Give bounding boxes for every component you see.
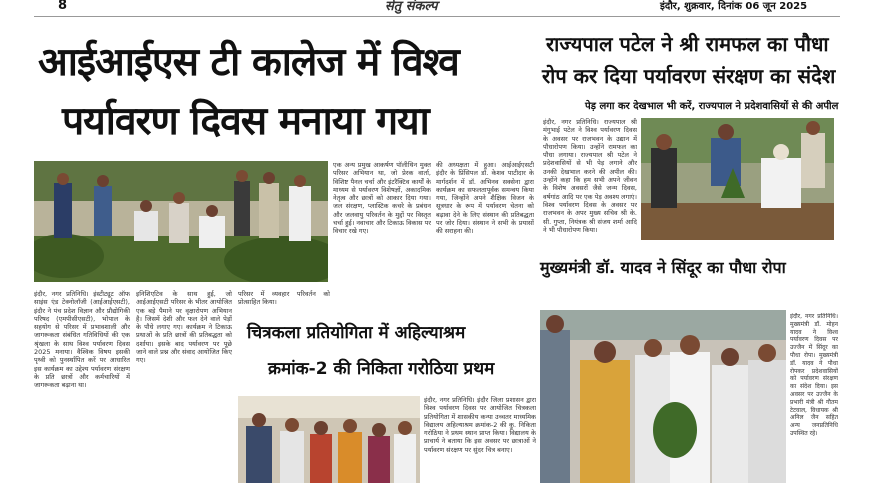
lead-column-3: परिसर में व्यवहार परिवर्तन को प्रोत्साहित किया। (238, 290, 330, 307)
lead-column-4: एक अन्य प्रमुख आकर्षण पॉलीथिन मुक्त परिसर अभियान था, जो प्रेरक वार्ता, विशिष्ट पैनल चर्चा और इंटरैक्टिव कार्यों के माध्यम से पर्यावरण विशेषज्ञों, अकादमिक नेतृत्व और छात्रों को आकार दिया गया। जल संरक्षण, प्लास्टिक कचरे के प्रबंधन और जलवायु परिवर्तन के मुद्दों पर विस्तृत चर्चा हुई। नवाचार और टिकाऊ विकास पर विचार रखे गए। (333, 161, 431, 236)
art-photo (238, 396, 420, 483)
art-column-1: इंदौर, नगर प्रतिनिधि। इंदौर जिला प्रशासन द्वारा विश्व पर्यावरण दिवस पर आयोजित चित्रकला प्रतियोगिता में शासकीय कन्या उच्चतर माध्यमिक विद्यालय अहिल्याश्रम क्रमांक-2 की कु. निकिता गरोठिया ने प्रथम स्थान प्राप्त किया। विद्यालय के प्राचार्य ने बताया कि इस अवसर पर छात्राओं ने पर्यावरण संरक्षण पर सुंदर चित्र बनाए। (424, 396, 536, 454)
governor-photo-image (641, 118, 834, 240)
lead-headline-line2: पर्यावरण दिवस मनाया गया (62, 99, 429, 144)
cm-headline: मुख्यमंत्री डॉ. यादव ने सिंदूर का पौधा रोपा (540, 258, 786, 277)
art-photo-image (238, 396, 420, 483)
page-number: 8 (58, 0, 68, 13)
governor-headline-line1: राज्यपाल पटेल ने श्री रामफल का पौधा (546, 32, 829, 56)
lead-column-2: इनिशिएटिव के साथ हुई, जो आईआईएसटी परिसर के भीतर आयोजित एक बड़े पैमाने पर वृक्षारोपण अभियान है। जिसमें देशी और फल देने वाले पेड़ों के पौधे लगाए गए। कार्यक्रम ने टिकाऊ प्रथाओं के प्रति छात्रों की प्रतिबद्धता को दर्शाया। इसके बाद पर्यावरण पर पूछे जाने वाले प्रश्न और संवाद आयोजित किए गए। (136, 290, 232, 365)
lead-column-5: की अध्यक्षता में हुआ। आईआईएसटी इंदौर के प्रिंसिपल डॉ. केशव पाटीदार के मार्गदर्शन में डॉ. अभिनव सक्सेना द्वारा कार्यक्रम का सफलतापूर्वक समन्वय किया गया, जिन्होंने अपने शैक्षिक विजन के सूत्रधार के रूप में पर्यावरण चेतना को बढ़ावा देने के लिए संस्थान की प्रतिबद्धता पर जोर दिया। संस्थान ने सभी के प्रयासों की सराहना की। (436, 161, 534, 236)
lead-photo-image (34, 161, 328, 282)
lead-photo (34, 161, 328, 282)
art-headline-line2: क्रमांक-2 की निकिता गरोठिया प्रथम (268, 359, 495, 379)
lead-column-1: इंदौर, नगर प्रतिनिधि। इंस्टीट्यूट ऑफ साइंस एंड टेक्नोलॉजी (आईआईएसटी), इंदौर ने पंच प्रदेश विज्ञान और प्रौद्योगिकी परिषद (एमपीसीएसटी), भोपाल के सहयोग से परिसर में प्रभावशाली और जागरूकता संबंधित गतिविधियों की एक श्रृंखला के साथ विश्व पर्यावरण दिवस 2025 मनाया। वैश्विक विषय इसकी पृथ्वी को पुनर्स्थापित करें पर आधारित इस कार्यक्रम का उद्देश्य पर्यावरण संरक्षण के प्रति छात्रों और कर्मचारियों में जागरूकता बढ़ाना था। (34, 290, 130, 390)
governor-headline-line2: रोप कर दिया पर्यावरण संरक्षण का संदेश (542, 64, 836, 88)
governor-photo (641, 118, 834, 240)
governor-column-1: इंदौर, नगर प्रतिनिधि। राज्यपाल श्री मंगुभाई पटेल ने विश्व पर्यावरण दिवस के अवसर पर राजभवन के उद्यान में पौधारोपण किया। उन्होंने रामफल का पौधा लगाया। राज्यपाल श्री पटेल ने प्रदेशवासियों से भी पेड़ लगाने और उनकी देखभाल करने की अपील की। उन्होंने कहा कि हम सभी अपने जीवन के विशेष अवसरों जैसे जन्म दिवस, वर्षगांठ आदि पर एक पेड़ अवश्य लगाएं। विश्व पर्यावरण दिवस के अवसर पर राजभवन के अपर मुख्य सचिव श्री के. सी. गुप्ता, नियंत्रक श्री संजय शर्मा आदि ने भी पौधारोपण किया। (543, 118, 637, 234)
cm-column-1: इंदौर, नगर प्रतिनिधि। मुख्यमंत्री डॉ. मोहन यादव ने विश्व पर्यावरण दिवस पर उज्जैन में सिंदूर का पौधा रोपा। मुख्यमंत्री डॉ. यादव ने पौधा रोपकर प्रदेशवासियों को पर्यावरण संरक्षण का संदेश दिया। इस अवसर पर उज्जैन के प्रभारी मंत्री श्री गौतम टेटवाल, विधायक श्री अनिल जैन सहित अन्य जनप्रतिनिधि उपस्थित रहे। (790, 313, 838, 437)
cm-photo-image (540, 310, 786, 483)
masthead: सेतु संकल्प (385, 0, 438, 14)
dateline: इंदौर, शुक्रवार, दिनांक 06 जून 2025 (660, 1, 808, 12)
governor-strapline: पेड़ लगा कर देखभाल भी करें, राज्यपाल ने प्रदेशवासियों से की अपील (585, 101, 839, 112)
cm-photo (540, 310, 786, 483)
lead-headline-line1: आईआईएस टी कालेज में विश्व (38, 40, 459, 85)
art-headline-line1: चित्रकला प्रतियोगिता में अहिल्याश्रम (247, 323, 466, 343)
